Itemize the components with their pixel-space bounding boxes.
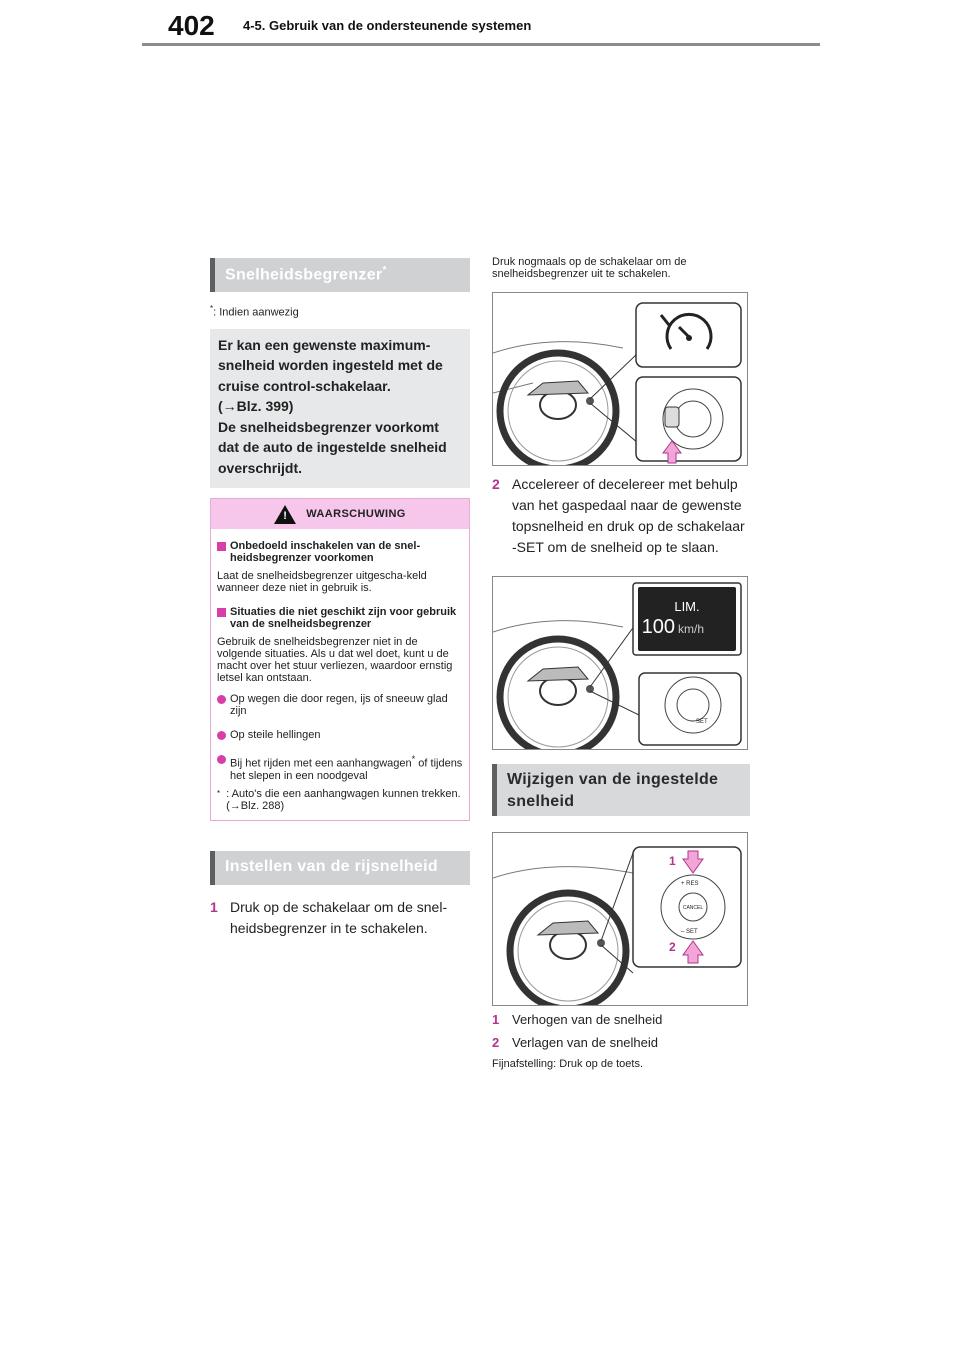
footnote-marker: * (411, 754, 416, 765)
step-number: 1 (492, 1012, 500, 1027)
step-text: Druk op de schakelaar om de snel-heidsbegrenzer in te schakelen. (230, 898, 448, 936)
section-header-snelheidsbegrenzer (210, 258, 470, 292)
circle-bullet-icon (217, 731, 226, 740)
intro-text: Druk nogmaals op de schakelaar om de snelheidsbegrenzer uit te schakelen. (492, 256, 687, 280)
warning-item-title: Situaties die niet geschikt zijn voor gebruik van de snelheidsbegrenzer (217, 606, 463, 630)
step-text: Accelereer of decelereer met behulp van het gaspedaal naar de gewenste topsnelheid en druk op de schakelaar -SET om de snelheid op te slaan. (512, 476, 745, 555)
warning-bullet: Op steile hellingen (217, 729, 463, 741)
summary-line: dat de auto de ingestelde snelheid (218, 439, 447, 456)
list-item: 1 Verhogen van de snelheid (492, 1012, 663, 1027)
left-column (210, 258, 470, 939)
warning-title: WAARSCHUWING (306, 508, 406, 521)
right-column (492, 256, 750, 1070)
warning-bullet: Bij het rijden met een aanhangwagen* of tijdens het slepen in een noodgeval (217, 753, 463, 782)
steering-wheel-illustration (493, 293, 748, 466)
square-bullet-icon (217, 542, 226, 551)
step-number: 2 (492, 476, 500, 492)
summary-line: overschrijdt. (218, 459, 303, 476)
footnote: *: Indien aanwezig (210, 304, 299, 319)
header-rule (142, 43, 820, 46)
step-number: 2 (492, 1035, 500, 1050)
section-title: Snelheidsbegrenzer (225, 266, 383, 284)
section-header-wijzigen: Wijzigen van de ingestelde snelheid (492, 764, 750, 816)
circle-bullet-icon (217, 755, 226, 764)
figure-steering-switch (492, 292, 748, 466)
chapter-title: 4-5. Gebruik van de ondersteunende systemen (243, 18, 532, 33)
warning-box (210, 498, 470, 821)
step-2 (492, 474, 750, 558)
footnote-marker: * (382, 265, 387, 276)
summary-line: (→Blz. 399) (218, 398, 294, 415)
limit-value: 100 (641, 616, 675, 638)
step-number: 1 (210, 898, 218, 915)
square-bullet-icon (217, 608, 226, 617)
limit-label: LIM. (674, 599, 700, 614)
warning-item-text: Gebruik de snelheidsbegrenzer niet in de volgende situaties. Als u dat wel doet, kunt u de macht over het stuur verliezen, waardoor ernstig letsel kan ontstaan. (217, 636, 453, 685)
callout-label-2: 2 (669, 940, 676, 954)
summary-line: cruise control-schakelaar. (218, 377, 391, 394)
summary-line: snelheid worden ingesteld met de (218, 357, 443, 374)
set-switch-label: – SET (691, 719, 708, 725)
warning-bullet: Op wegen die door regen, ijs of sneeuw glad zijn (217, 693, 463, 717)
set-label: – SET (681, 929, 698, 935)
figure-change-speed (492, 832, 748, 1006)
summary-box (210, 329, 470, 489)
section-header-instellen: Instellen van de rijsnelheid (210, 851, 470, 885)
figure-limit-display (492, 576, 748, 750)
fine-tune-note: Fijnafstelling: Druk op de toets. (492, 1058, 644, 1070)
footnote-marker: * (217, 788, 221, 798)
summary-line: De snelheidsbegrenzer voorkomt (218, 418, 439, 435)
summary-line: Er kan een gewenste maximum- (218, 336, 431, 353)
warning-icon: ! (274, 505, 296, 524)
page-number: 402 (168, 10, 215, 41)
step-1 (210, 897, 470, 939)
footnote-marker: * (210, 304, 214, 313)
cancel-label: CANCEL (682, 905, 704, 911)
res-label: + RES (681, 881, 699, 887)
circle-bullet-icon (217, 695, 226, 704)
limit-unit: km/h (678, 622, 705, 636)
warning-item-title: Onbedoeld inschakelen van de snel-heidsbegrenzer voorkomen (217, 540, 463, 564)
list-item: 2 Verlagen van de snelheid (492, 1035, 659, 1050)
warning-item-text: Laat de snelheidsbegrenzer uitgescha-keld wanneer deze niet in gebruik is. (217, 570, 427, 595)
warning-note: * : Auto's die een aanhangwagen kunnen trekken. (→Blz. 288) (217, 787, 461, 812)
warning-body (211, 529, 469, 820)
warning-header (211, 499, 469, 529)
callout-label-1: 1 (669, 854, 676, 868)
